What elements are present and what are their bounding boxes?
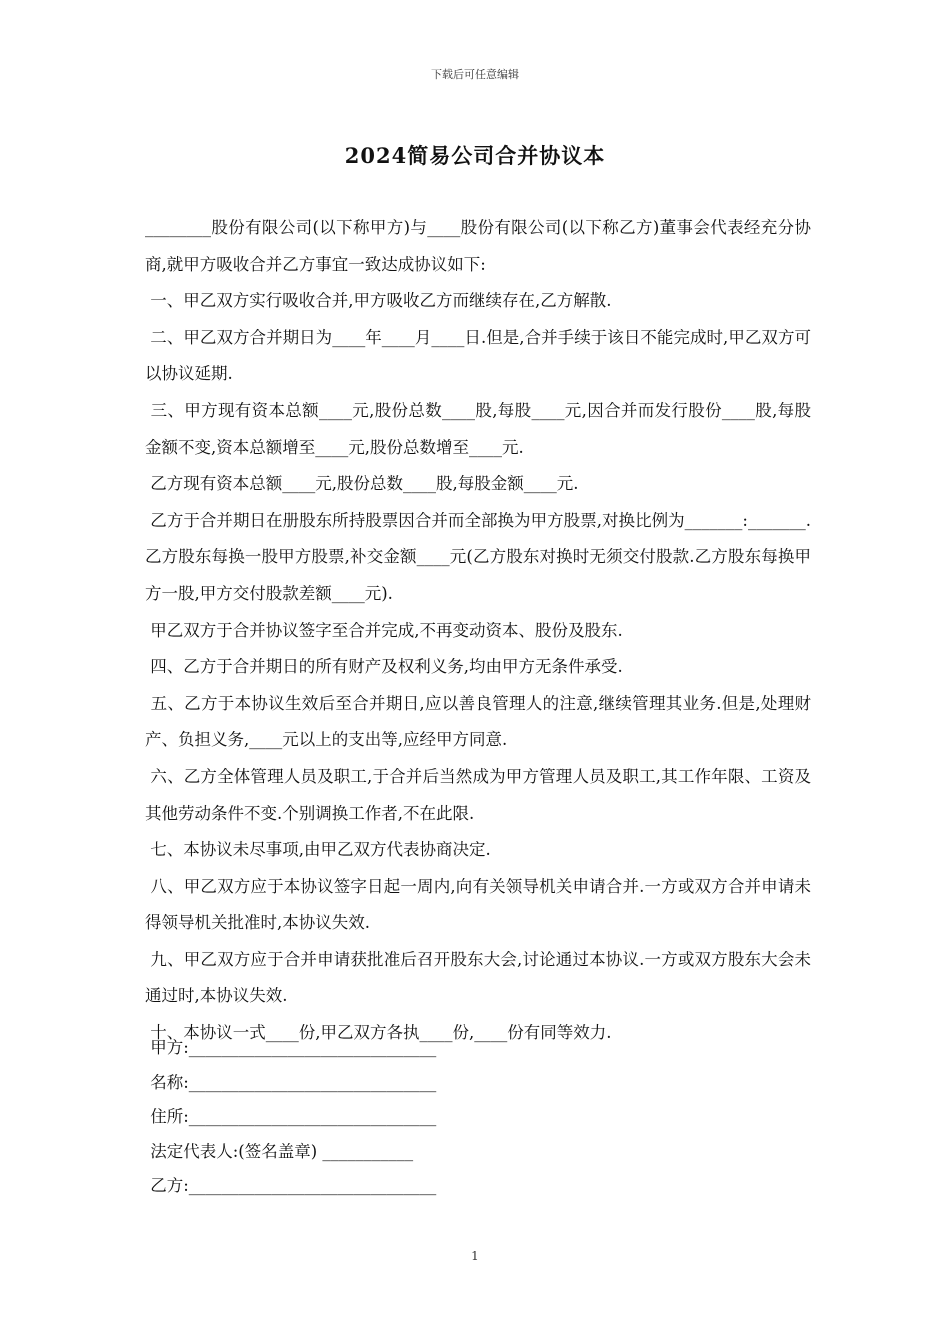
clause-5: 五、乙方于本协议生效后至合并期日,应以善良管理人的注意,继续管理其业务.但是,处理财产、负担义务,____元以上的支出等,应经甲方同意. [145, 693, 812, 750]
clause-3-no-change: 甲乙双方于合并协议签字至合并完成,不再变动资本、股份及股东. [145, 620, 623, 640]
clause-2: 二、甲乙双方合并期日为____年____月____日.但是,合并手续于该日不能完成时,甲乙双方可以协议延期. [145, 327, 811, 384]
address-line: 住所:______________________________ [145, 1107, 437, 1126]
clause-9: 九、甲乙双方应于合并申请获批准后召开股东大会,讨论通过本协议.一方或双方股东大会未通过时,本协议失效. [145, 949, 811, 1006]
party-a-line: 甲方:______________________________ [145, 1038, 437, 1057]
intro-paragraph: ________股份有限公司(以下称甲方)与____股份有限公司(以下称乙方)董事会代表经充分协商,就甲方吸收合并乙方事宜一致达成协议如下: [145, 218, 811, 274]
signature-block [145, 1031, 811, 1204]
clause-3-share-exchange: 乙方于合并期日在册股东所持股票因合并而全部换为甲方股票,对换比例为_______:_______.乙方股东每换一股甲方股票,补交金额____元(乙方股东对换时无须交付股款.乙方股东每换甲方一股,甲方交付股款差额____元). [145, 510, 811, 603]
clause-8: 八、甲乙双方应于本协议签字日起一周内,向有关领导机关申请合并.一方或双方合并申请未得领导机关批准时,本协议失效. [145, 876, 811, 933]
party-b-line: 乙方:______________________________ [145, 1176, 437, 1195]
clause-3-party-b-capital: 乙方现有资本总额____元,股份总数____股,每股金额____元. [145, 474, 579, 494]
name-line: 名称:______________________________ [145, 1072, 437, 1092]
clause-10: 十、本协议一式____份,甲乙双方各执____份,____份有同等效力. [145, 1023, 612, 1043]
clause-1: 一、甲乙双方实行吸收合并,甲方吸收乙方而继续存在,乙方解散. [145, 291, 612, 311]
clause-6: 六、乙方全体管理人员及职工,于合并后当然成为甲方管理人员及职工,其工作年限、工资及其他劳动条件不变.个别调换工作者,不在此限. [145, 766, 811, 823]
document-title: 2024简易公司合并协议本 [344, 143, 606, 168]
page-number: 1 [471, 1249, 479, 1263]
agreement-body [145, 210, 811, 1052]
header-note: 下载后可任意编辑 [431, 68, 519, 81]
clause-4: 四、乙方于合并期日的所有财产及权利义务,均由甲方无条件承受. [145, 657, 623, 677]
clause-7: 七、本协议未尽事项,由甲乙双方代表协商决定. [145, 840, 491, 860]
legal-representative-line: 法定代表人:(签名盖章) ___________ [145, 1141, 414, 1161]
clause-3: 三、甲方现有资本总额____元,股份总数____股,每股____元,因合并而发行股份____股,每股金额不变,资本总额增至____元,股份总数增至____元. [145, 400, 812, 457]
